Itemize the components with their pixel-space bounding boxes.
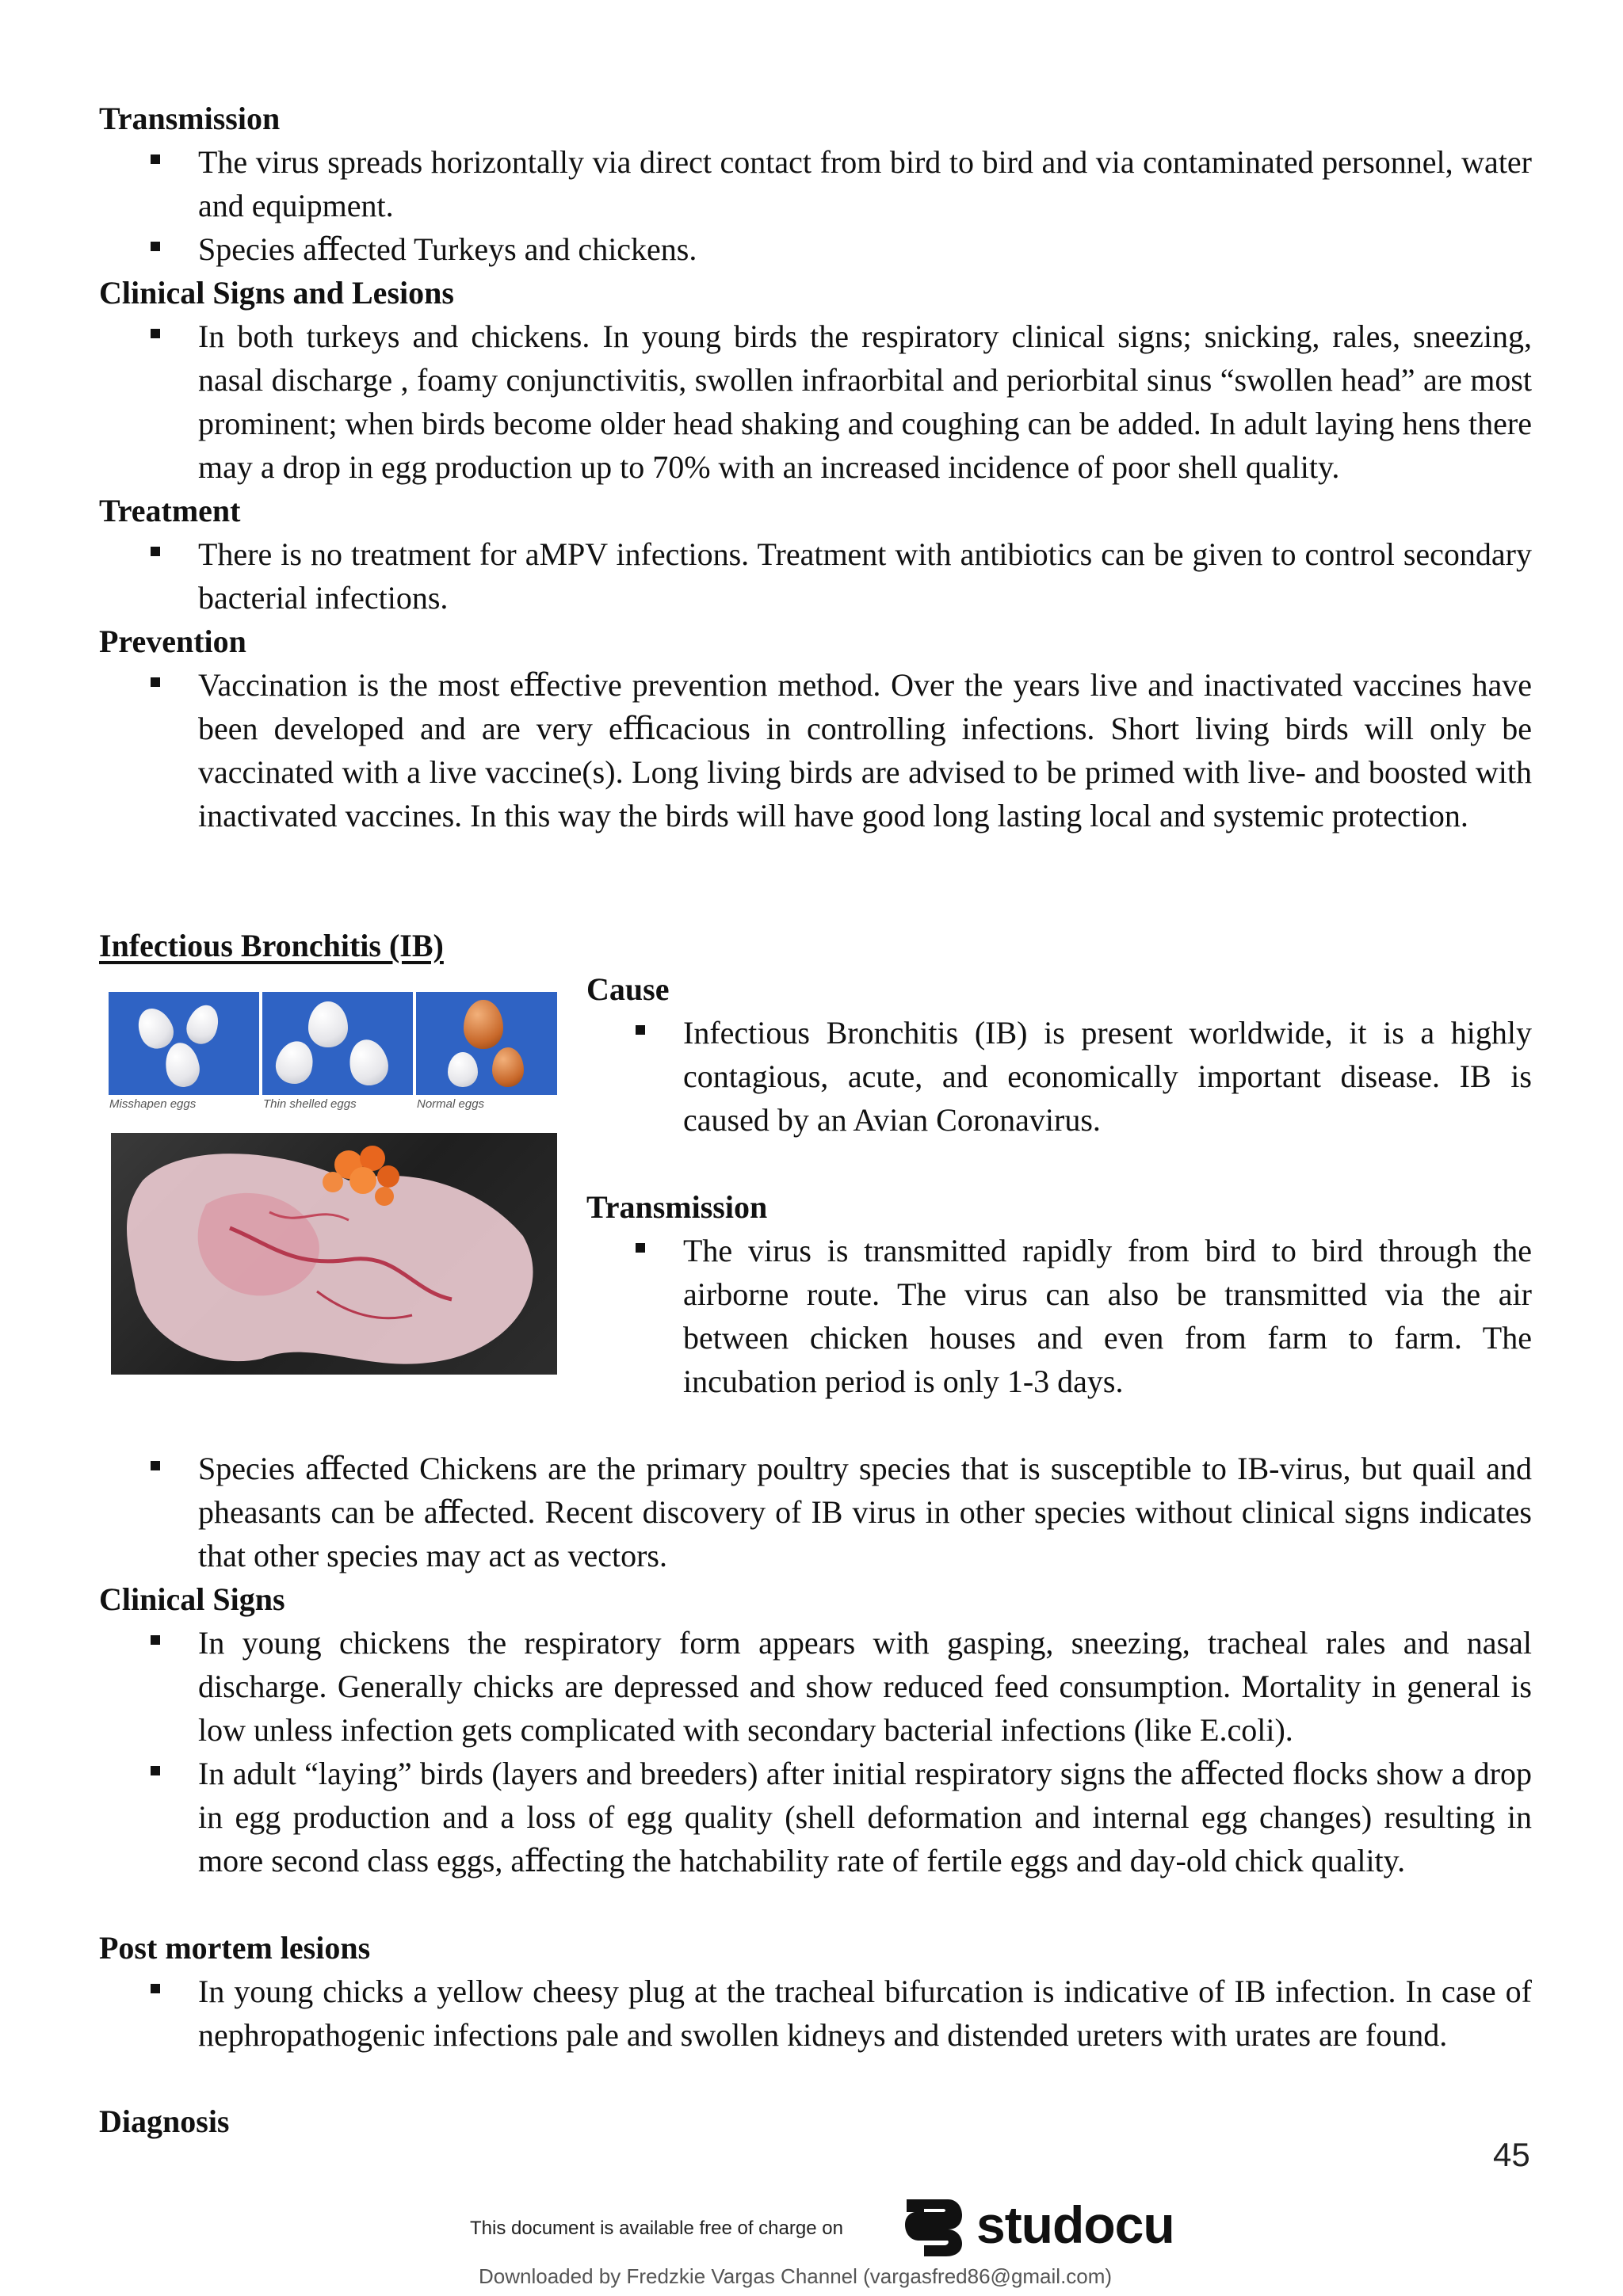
misshapen-eggs-photo <box>109 992 259 1095</box>
footer-downloaded-by: Downloaded by Fredzkie Vargas Channel (vargasfred86@gmail.com) <box>479 2264 1113 2288</box>
studocu-logo-icon <box>900 2195 965 2260</box>
list-item: In young chickens the respiratory form appears with gasping, sneezing, tracheal rales and nasal discharge. Generally chicks are depressed and show reduced feed consumption. Mortality in general is low unless infection gets complicated with secondary bacterial infections (like E.coli). <box>198 1621 1532 1752</box>
bullet-icon <box>151 1635 160 1645</box>
bullet-icon <box>151 154 160 164</box>
figure-caption: Thin shelled eggs <box>263 1097 357 1111</box>
heading-post-mortem: Post mortem lesions <box>99 1930 371 1966</box>
list-item: In young chicks a yellow cheesy plug at the tracheal bifurcation is indicative of IB infection. In case of nephropathogenic infections pale and swollen kidneys and distended ureters with urates are found. <box>198 1970 1532 2057</box>
oviduct-illustration <box>111 1133 557 1375</box>
figure-caption: Normal eggs <box>417 1097 485 1111</box>
oviduct-lesion-photo <box>111 1133 557 1375</box>
list-item: The virus spreads horizontally via direct contact from bird to bird and via contaminated personnel, water and equipment. <box>198 140 1532 227</box>
list-item: Vaccination is the most eﬀective prevention method. Over the years live and inactivated vaccines have been developed and are very eﬃcacious in controlling infections. Short living birds will only be vaccinated with a live vaccine(s). Long living birds are advised to be primed with live- and boosted with inactivated vaccines. In this way the birds will have good long lasting local and systemic protection. <box>198 663 1532 837</box>
heading-clinical-signs-lesions: Clinical Signs and Lesions <box>99 275 454 311</box>
heading-cause: Cause <box>586 971 670 1007</box>
section-title-infectious-bronchitis: Infectious Bronchitis (IB) <box>99 928 444 963</box>
bullet-icon <box>151 677 160 687</box>
list-item: The virus is transmitted rapidly from bird to bird through the airborne route. The virus can also be transmitted via the air between chicken houses and even from farm to farm. The incubation period is only 1-3 days. <box>683 1229 1532 1403</box>
bullet-icon <box>151 329 160 338</box>
heading-transmission-ib: Transmission <box>586 1189 768 1225</box>
bullet-icon <box>151 1461 160 1470</box>
list-item: In both turkeys and chickens. In young birds the respiratory clinical signs; snicking, rales, sneezing, nasal discharge , foamy conjunctivitis, swollen infraorbital and periorbital sinus “swollen head” are most prominent; when birds become older head shaking and coughing can be added. In adult laying hens there may a drop in egg production up to 70% with an increased incidence of poor shell quality. <box>198 315 1532 489</box>
heading-prevention: Prevention <box>99 624 246 659</box>
heading-treatment: Treatment <box>99 493 241 528</box>
list-item: Species aﬀected Chickens are the primary poultry species that is susceptible to IB-virus, but quail and pheasants can be aﬀected. Recent discovery of IB virus in other species without clinical signs indicates that other species may act as vectors. <box>198 1447 1532 1577</box>
page-number: 45 <box>1493 2136 1530 2173</box>
normal-eggs-photo <box>416 992 557 1095</box>
studocu-brand-link[interactable]: studocu <box>976 2195 1174 2254</box>
thin-shelled-eggs-photo <box>262 992 413 1095</box>
bullet-icon <box>636 1025 645 1035</box>
list-item: In adult “laying” birds (layers and breeders) after initial respiratory signs the aﬀected ﬂocks show a drop in egg production and a loss of egg quality (shell deformation and internal egg changes) resulting in more second class eggs, aﬀecting the hatchability rate of fertile eggs and day-old chick quality. <box>198 1752 1532 1882</box>
list-item: Species aﬀected Turkeys and chickens. <box>198 227 1532 271</box>
bullet-icon <box>151 1766 160 1775</box>
heading-diagnosis: Diagnosis <box>99 2103 230 2139</box>
heading-clinical-signs: Clinical Signs <box>99 1581 285 1617</box>
heading-transmission: Transmission <box>99 101 281 136</box>
bullet-icon <box>636 1243 645 1253</box>
figure-caption: Misshapen eggs <box>109 1097 197 1111</box>
bullet-icon <box>151 1984 160 1993</box>
list-item: Infectious Bronchitis (IB) is present worldwide, it is a highly contagious, acute, and economically important disease. IB is caused by an Avian Coronavirus. <box>683 1011 1532 1142</box>
bullet-icon <box>151 547 160 556</box>
footer-available-text: This document is available free of charge on <box>470 2218 843 2239</box>
list-item: There is no treatment for aMPV infections. Treatment with antibiotics can be given to control secondary bacterial infections. <box>198 532 1532 620</box>
bullet-icon <box>151 242 160 251</box>
